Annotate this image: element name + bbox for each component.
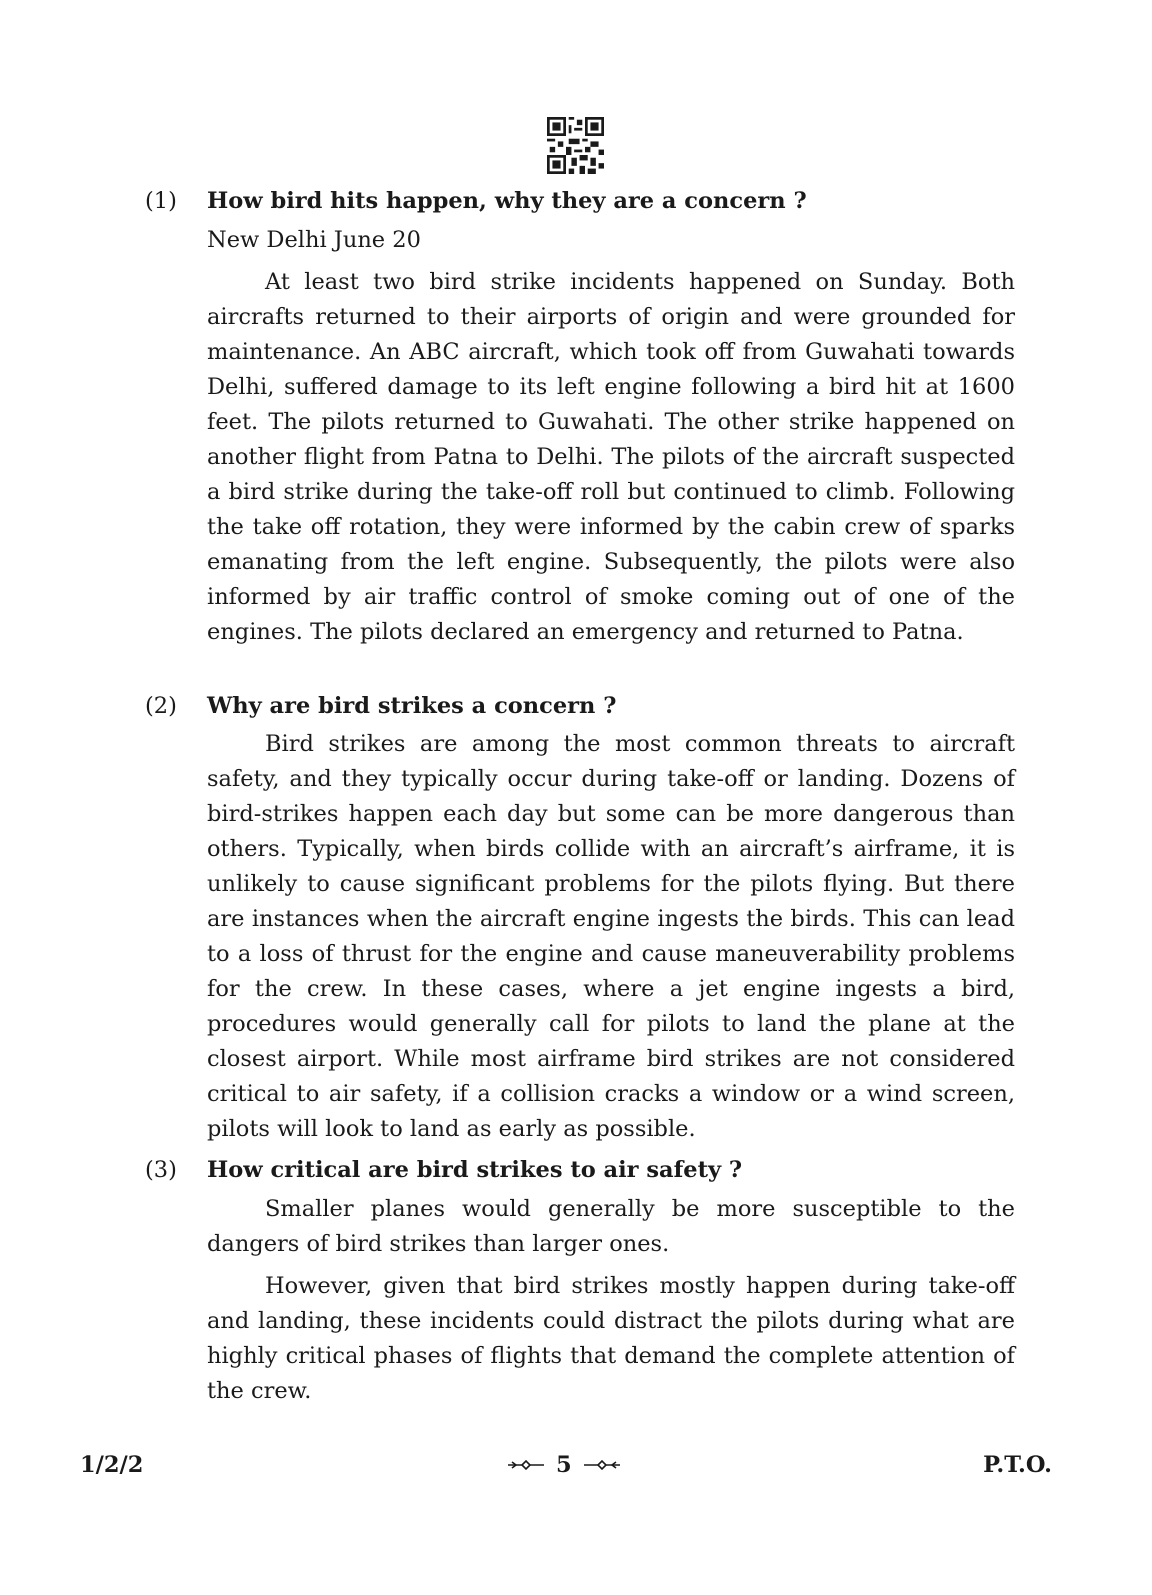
- dateline: New Delhi June 20: [207, 227, 421, 253]
- section-3: [145, 1156, 1015, 1409]
- paragraph: Bird strikes are among the most common threats to aircraft safety, and they typically occur during take-off or landing. Dozens of bird-strikes happen each day but some can be more dangerous than others. Typically, when birds collide with an aircraft’s airframe, it is unlikely to cause significant problems for the pilots flying. But there are instances when the aircraft engine ingests the birds. This can lead to a loss of thrust for the engine and cause maneuverability problems for the crew. In these cases, where a jet engine ingests a bird, procedures would generally call for pilots to land the plane at the closest airport. While most airframe bird strikes are not considered critical to air safety, if a collision cracks a window or a wind screen, pilots will look to land as early as possible.: [207, 731, 1015, 1142]
- section-1: [145, 187, 1015, 650]
- paper-code: 1/2/2: [80, 1452, 144, 1478]
- section-title: How bird hits happen, why they are a concern ?: [207, 188, 807, 214]
- qr-code-icon: [547, 117, 604, 174]
- section-number: (3): [145, 1157, 177, 1183]
- page-footer: [0, 1452, 1152, 1482]
- ornament-icon: [508, 1458, 544, 1472]
- pto-label: P.T.O.: [983, 1452, 1052, 1478]
- paragraph: Smaller planes would generally be more susceptible to the dangers of bird strikes than larger ones.: [207, 1196, 1015, 1257]
- paragraph: However, given that bird strikes mostly happen during take-off and landing, these incidents could distract the pilots during what are highly critical phases of flights that demand the complete attention of the crew.: [207, 1273, 1015, 1404]
- section-title: Why are bird strikes a concern ?: [207, 693, 617, 719]
- section-number: (1): [145, 188, 177, 214]
- paragraph: At least two bird strike incidents happened on Sunday. Both aircrafts returned to their airports of origin and were grounded for maintenance. An ABC aircraft, which took off from Guwahati towards Delhi, suffered damage to its left engine following a bird hit at 1600 feet. The pilots returned to Guwahati. The other strike happened on another flight from Patna to Delhi. The pilots of the aircraft suspected a bird strike during the take-off roll but continued to climb. Following the take off rotation, they were informed by the cabin crew of sparks emanating from the left engine. Subsequently, the pilots were also informed by air traffic control of smoke coming out of one of the engines. The pilots declared an emergency and returned to Patna.: [207, 269, 1015, 645]
- section-number: (2): [145, 693, 177, 719]
- section-heading: [145, 692, 1015, 720]
- section-2: [145, 692, 1015, 1147]
- section-title: How critical are bird strikes to air safety ?: [207, 1157, 743, 1183]
- section-heading: [145, 1156, 1015, 1184]
- page-number: 5: [556, 1452, 572, 1478]
- page-number-group: [508, 1452, 620, 1478]
- section-heading: [145, 187, 1015, 215]
- ornament-icon: [584, 1458, 620, 1472]
